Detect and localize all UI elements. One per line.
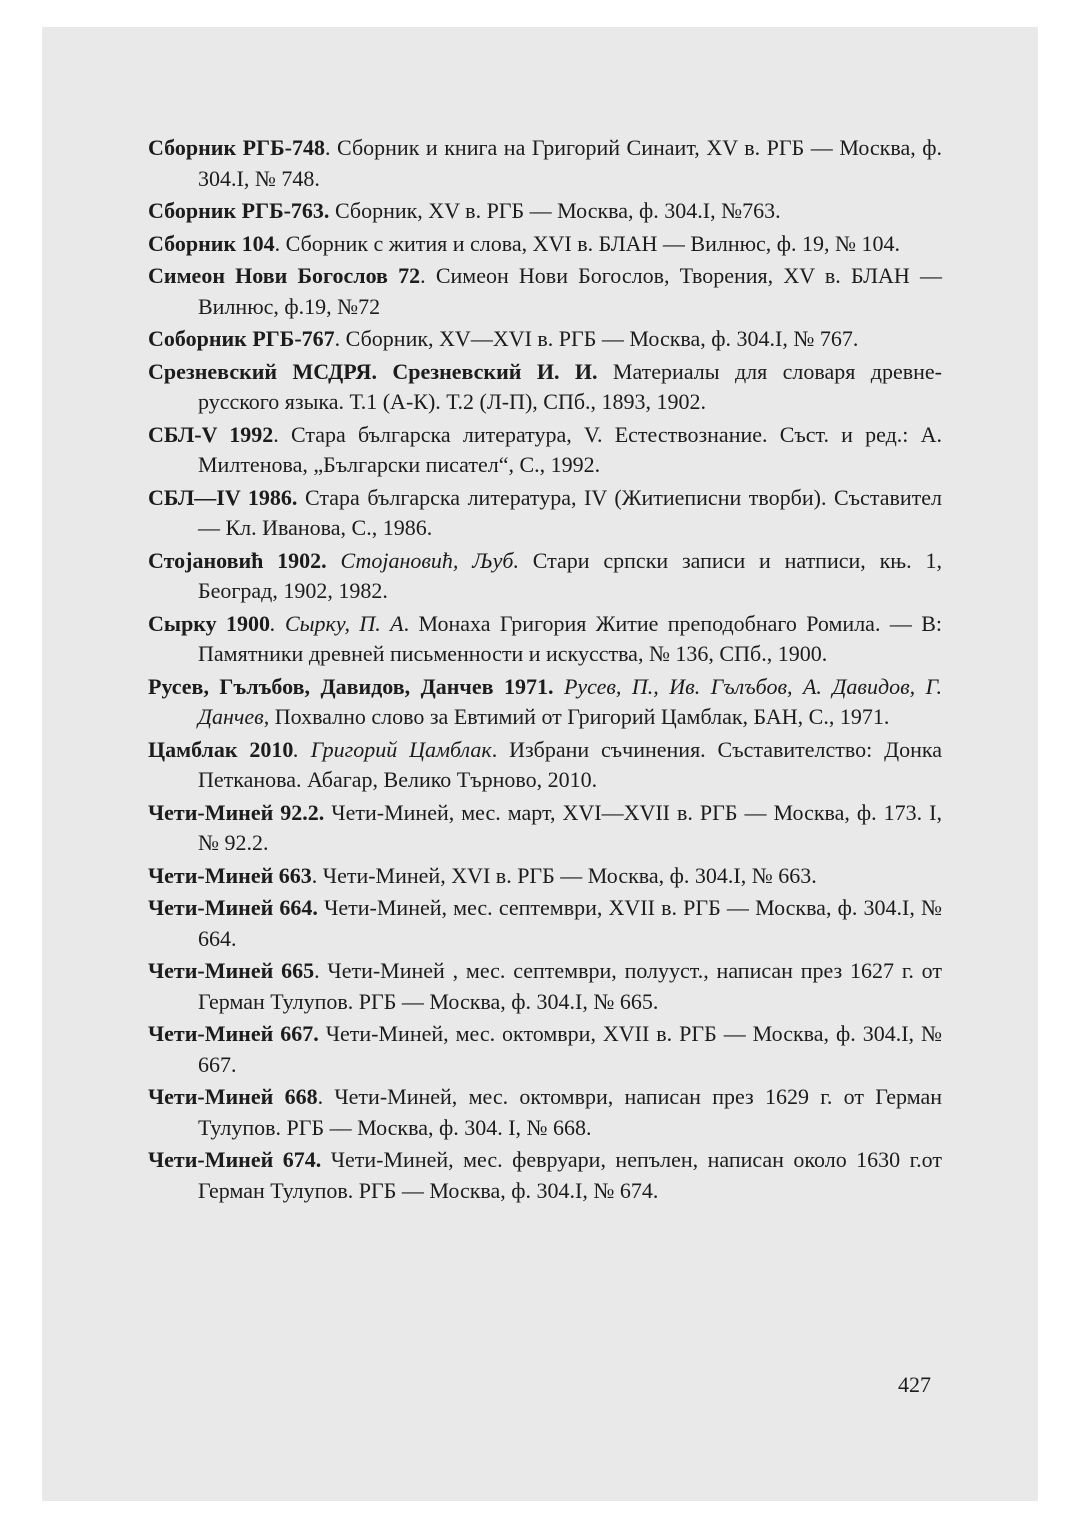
entry-text: Чети-Миней, мес. септември, XVII в. РГБ — Москва, ф. 304.I, № 664.: [198, 895, 942, 951]
bibliography-entry: [148, 546, 942, 607]
entry-key: Чети-Миней 665: [148, 958, 315, 983]
entry-author: . Григорий Цамблак: [293, 736, 492, 762]
entry-key: Сырку 1900: [148, 610, 271, 636]
entry-key: СБЛ—IV 1986.: [148, 484, 298, 510]
bibliography-entry: [148, 196, 942, 227]
bibliography-entry: [148, 420, 942, 481]
bibliography-entry: [148, 324, 942, 355]
bibliography-entry: [148, 1082, 942, 1143]
entry-text: . Монаха Григория Житие преподобнаго Ромила. — В: Памятники древней письменности и искусства, № 136, СПб., 1900.: [198, 610, 943, 666]
bibliography-entry: [148, 798, 942, 859]
entry-text: . Сборник с жития и слова, XVI в. БЛАН — Вилнюс, ф. 19, № 104.: [274, 230, 901, 256]
entry-text: . Сборник и книга на Григорий Синаит, XV в. РГБ — Москва, ф. 304.I, № 748.: [198, 135, 942, 191]
entry-text: Чети-Миней, мес. октомври, XVII в. РГБ — Москва, ф. 304.I, № 667.: [198, 1021, 942, 1077]
entry-author: Русев, П., Ив. Гълъбов, А. Давидов, Г. Данчев: [198, 673, 942, 729]
page-number: 427: [898, 1372, 931, 1397]
entry-text: . Чети-Миней, XVI в. РГБ — Москва, ф. 304.I, № 663.: [311, 862, 817, 888]
bibliography-entry: [148, 1145, 942, 1206]
entry-text: . Чети-Миней, мес. октомври, написан през 1629 г. от Герман Тулупов. РГБ — Москва, ф. 304. I, № 668.: [198, 1084, 943, 1140]
entry-key: Чети-Миней 668: [148, 1084, 318, 1109]
entry-key: Чети-Миней 664.: [148, 895, 318, 920]
entry-key: СБЛ-V 1992: [148, 421, 274, 447]
bibliography-list: [148, 133, 942, 1208]
entry-key: Сборник РГБ-763.: [148, 198, 330, 223]
entry-text: . Симеон Нови Богослов, Творения, XV в. БЛАН — Вилнюс, ф.19, №72: [198, 263, 942, 319]
entry-text: Чети-Миней, мес. март, XVI—XVII в. РГБ — Москва, ф. 173. I, № 92.2.: [198, 799, 943, 855]
bibliography-entry: [148, 861, 942, 892]
entry-text: Чети-Миней, мес. февруари, непълен, написан около 1630 г.от Герман Тулупов. РГБ — Москва, ф. 304.I, № 674.: [198, 1147, 942, 1203]
entry-key: Соборник РГБ-767: [148, 326, 335, 351]
bibliography-entry: [148, 133, 942, 194]
bibliography-entry: [148, 735, 942, 796]
entry-text: Сборник, XV в. РГБ — Москва, ф. 304.I, №763.: [329, 198, 781, 223]
bibliography-entry: [148, 956, 942, 1017]
entry-text: . Стара българска литература, V. Естествознание. Съст. и ред.: А. Милтенова, „Български писател“, С., 1992.: [198, 421, 943, 477]
entry-key: Чети-Миней 667.: [148, 1021, 319, 1046]
entry-text: . Избрани съчинения. Съставителство: Донка Петканова. Абагар, Велико Търново, 2010.: [198, 736, 942, 792]
entry-author: . Сырку, П. А: [270, 610, 404, 636]
entry-text: Стари српски записи и натписи, књ. 1, Београд, 1902, 1982.: [198, 547, 942, 603]
bibliography-entry: [148, 229, 942, 260]
entry-key: Стојановић 1902.: [148, 547, 327, 573]
entry-text: . Сборник, XV—XVI в. РГБ — Москва, ф. 304.I, № 767.: [334, 326, 859, 351]
bibliography-entry: [148, 1019, 942, 1080]
bibliography-entry: [148, 357, 942, 418]
entry-key: Чети-Миней 674.: [148, 1147, 322, 1172]
entry-key: Сборник 104: [148, 230, 275, 256]
entry-key: Срезневский МСДРЯ. Срезневский И. И.: [148, 358, 598, 384]
bibliography-entry: [148, 893, 942, 954]
entry-key: Симеон Нови Богослов 72: [148, 263, 421, 288]
entry-text: Стара българска литература, IV (Житиеписни творби). Съставител — Кл. Иванова, С., 1986.: [198, 484, 942, 540]
entry-key: Сборник РГБ-748: [148, 135, 325, 160]
entry-key: Цамблак 2010: [148, 736, 294, 762]
bibliography-entry: [148, 261, 942, 322]
bibliography-entry: [148, 609, 942, 670]
bibliography-entry: [148, 672, 942, 733]
entry-text: , Похвално слово за Евтимий от Григорий Цамблак, БАН, С., 1971.: [263, 704, 890, 729]
bibliography-entry: [148, 483, 942, 544]
entry-key: Чети-Миней 663: [148, 862, 312, 888]
entry-key: Чети-Миней 92.2.: [148, 799, 325, 825]
entry-text: Материалы для словаря древне-русского языка. Т.1 (А-К). Т.2 (Л-П), СПб., 1893, 1902.: [198, 358, 943, 414]
entry-key: Русев, Гълъбов, Давидов, Данчев 1971.: [148, 673, 554, 699]
entry-text: . Чети-Миней , мес. септември, полууст., написан през 1627 г. от Герман Тулупов. РГБ — Москва, ф. 304.I, № 665.: [198, 958, 943, 1014]
entry-author: Стојановић, Љуб.: [326, 547, 519, 573]
